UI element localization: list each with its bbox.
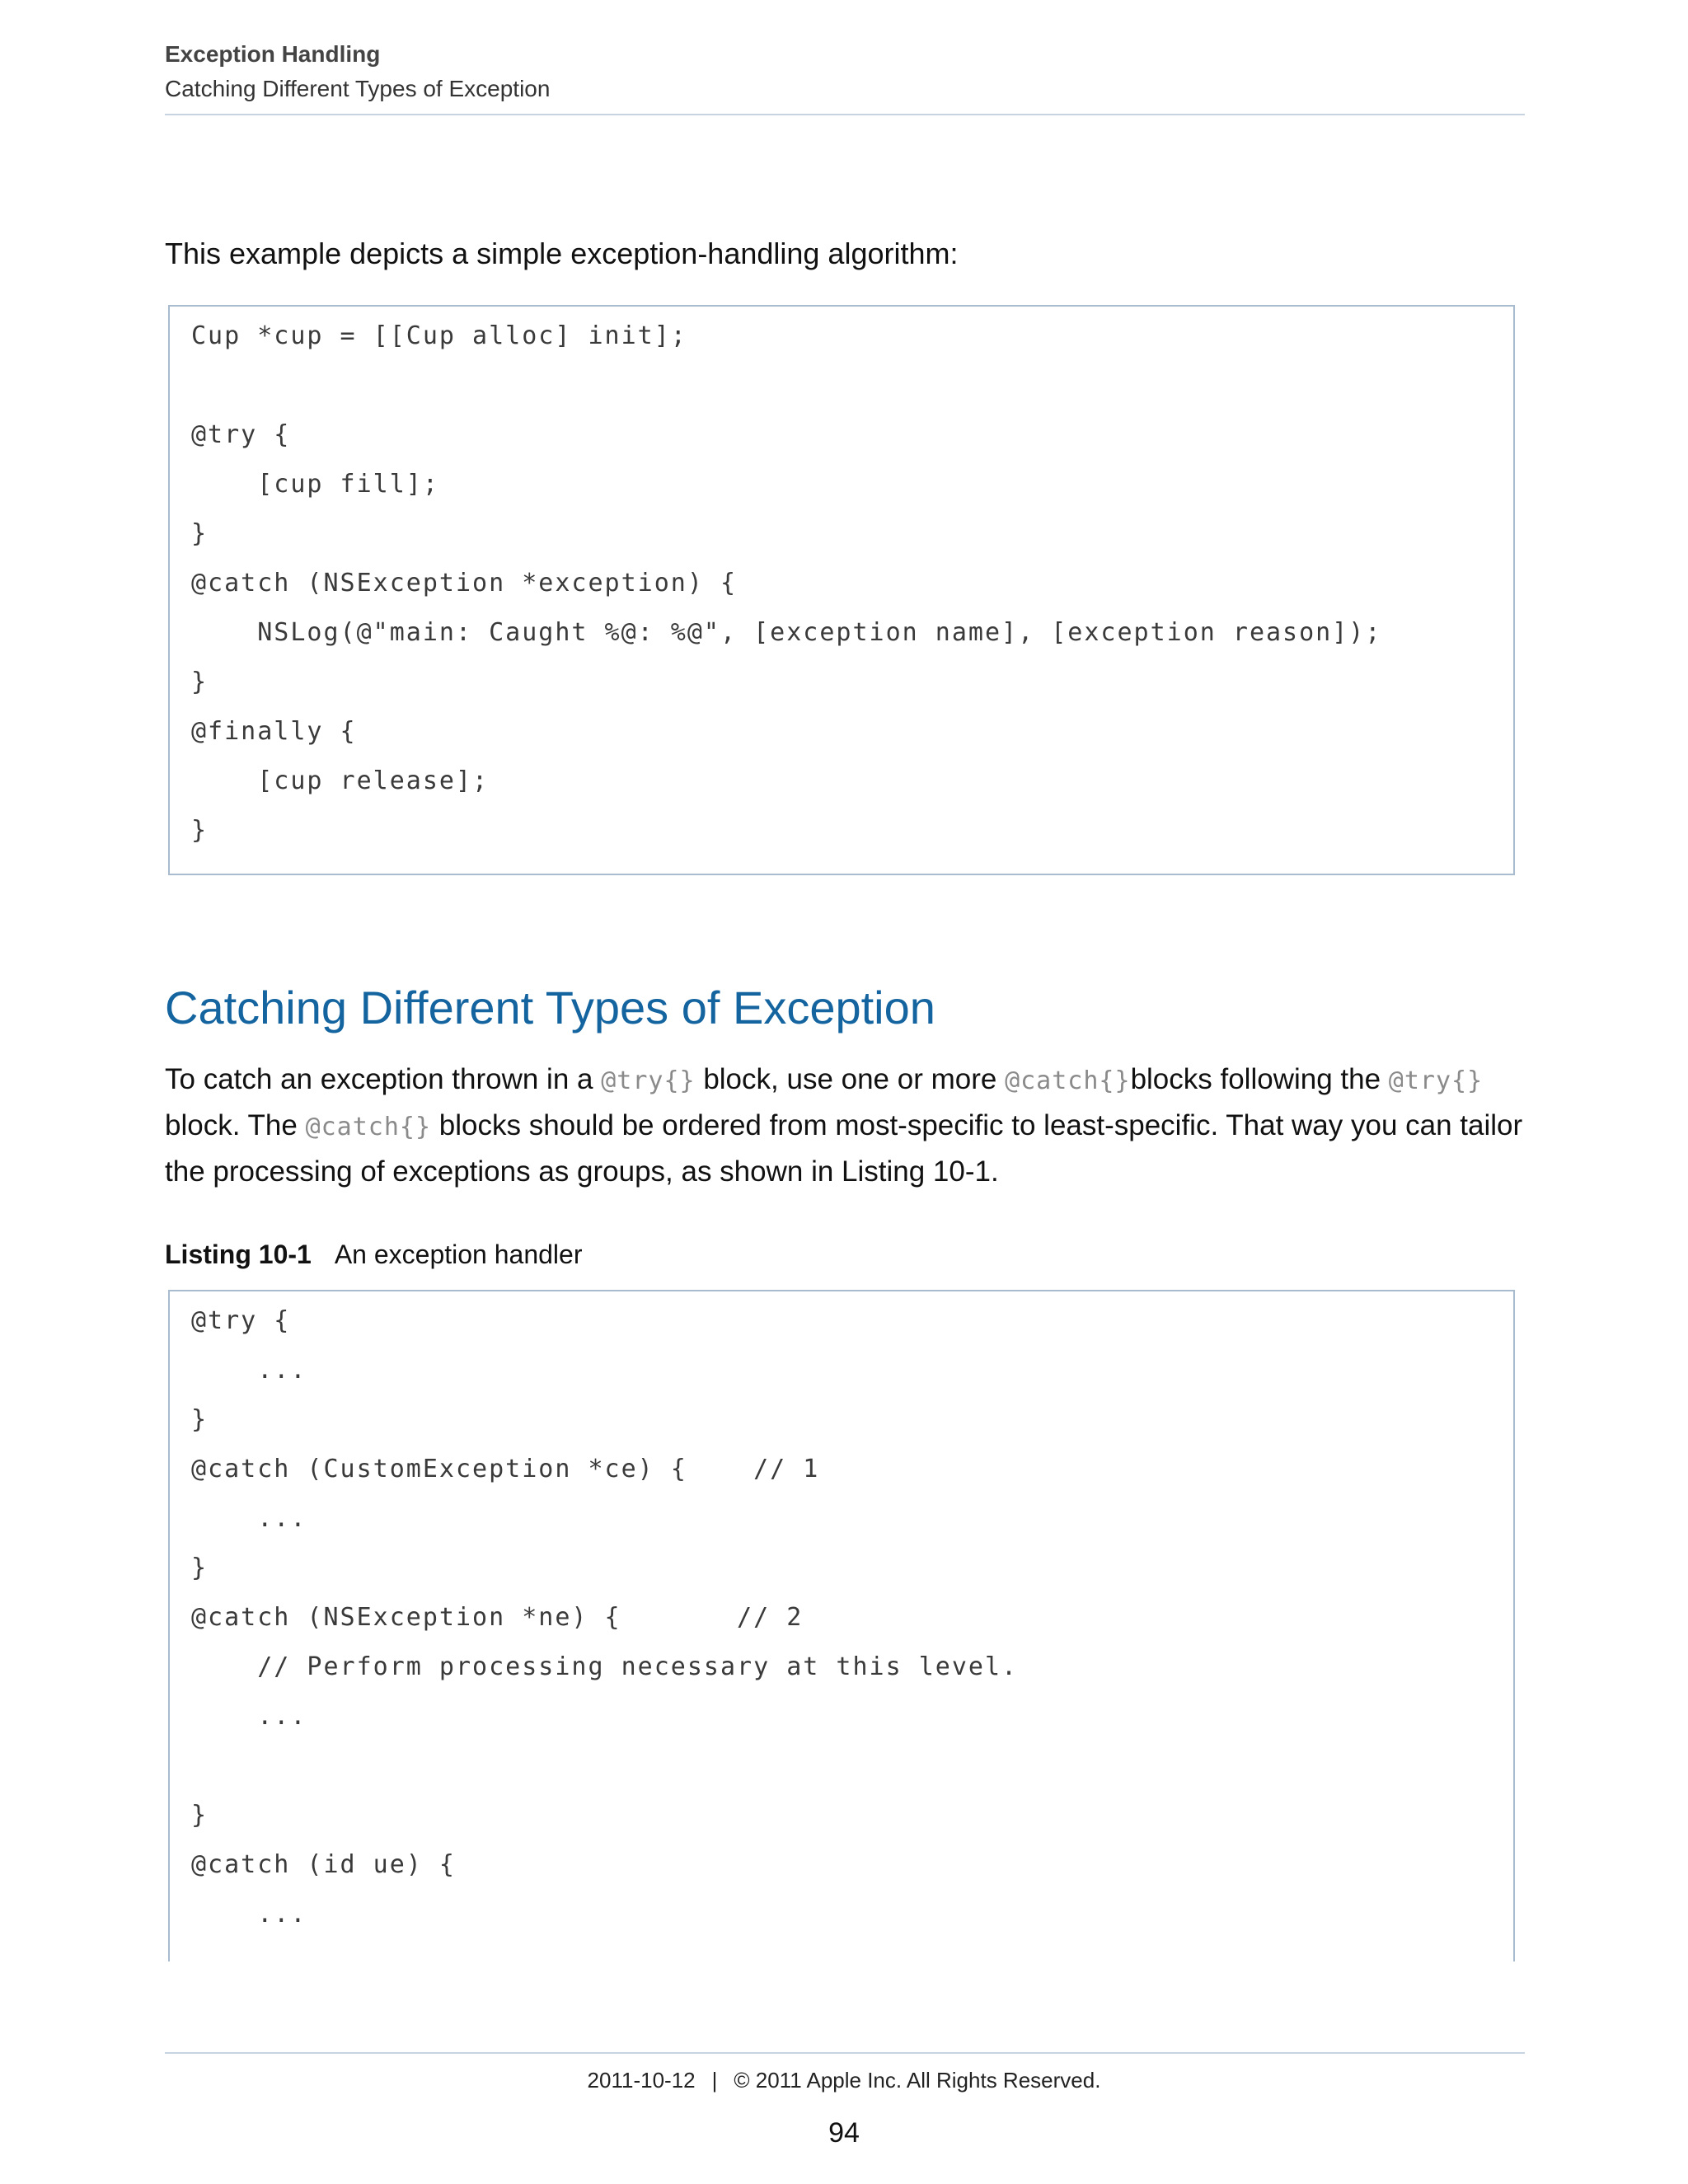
inline-code-catch: @catch{} bbox=[305, 1113, 432, 1141]
code-line: @catch (id ue) { bbox=[191, 1850, 456, 1879]
code-line: } bbox=[191, 519, 209, 548]
code-line: ... bbox=[191, 1702, 307, 1731]
para-text: block. The bbox=[165, 1109, 306, 1141]
running-header bbox=[165, 40, 1525, 105]
footer-copyright: © 2011 Apple Inc. All Rights Reserved. bbox=[734, 2068, 1101, 2093]
code-line: @finally { bbox=[191, 717, 357, 746]
code-line: @catch (NSException *exception) { bbox=[191, 569, 738, 598]
header-chapter-title: Exception Handling bbox=[165, 41, 381, 67]
code-line: @try { bbox=[191, 1306, 291, 1335]
inline-code-catch: @catch{} bbox=[1005, 1066, 1131, 1095]
code-line: } bbox=[191, 1405, 209, 1434]
code-line: // Perform processing necessary at this level. bbox=[191, 1652, 1019, 1681]
listing-caption bbox=[165, 1238, 582, 1271]
code-block-listing bbox=[168, 1290, 1515, 1961]
code-line: @catch (NSException *ne) { // 2 bbox=[191, 1603, 804, 1632]
code-line: ... bbox=[191, 1356, 307, 1385]
inline-code-try: @try{} bbox=[601, 1066, 696, 1095]
code-line: [cup fill]; bbox=[191, 470, 439, 499]
body-paragraph bbox=[165, 1057, 1525, 1194]
code-line: @try { bbox=[191, 420, 291, 449]
para-text: block, use one or more bbox=[695, 1063, 1006, 1095]
code-line: NSLog(@"main: Caught %@: %@", [exception name], [exception reason]); bbox=[191, 618, 1382, 647]
code-line: @catch (CustomException *ce) { // 1 bbox=[191, 1455, 820, 1483]
section-heading: Catching Different Types of Exception bbox=[165, 982, 935, 1033]
para-text: To catch an exception thrown in a bbox=[165, 1063, 602, 1095]
code-line: } bbox=[191, 816, 209, 845]
footer-separator: | bbox=[711, 2068, 718, 2093]
footer bbox=[0, 2065, 1688, 2095]
code-line: ... bbox=[191, 1504, 307, 1533]
inline-code-try: @try{} bbox=[1388, 1066, 1484, 1095]
footer-date: 2011-10-12 bbox=[587, 2068, 696, 2093]
code-line: Cup *cup = [[Cup alloc] init]; bbox=[191, 321, 687, 350]
code-line: [cup release]; bbox=[191, 766, 490, 795]
intro-paragraph: This example depicts a simple exception-handling algorithm: bbox=[165, 237, 959, 270]
para-text: blocks following the bbox=[1130, 1063, 1389, 1095]
header-divider bbox=[165, 114, 1525, 115]
code-block-example bbox=[168, 305, 1515, 875]
code-line: } bbox=[191, 1554, 209, 1582]
page-number: 94 bbox=[828, 2117, 860, 2149]
code-line: } bbox=[191, 1801, 209, 1830]
code-line: } bbox=[191, 668, 209, 696]
footer-divider bbox=[165, 2052, 1525, 2054]
code-line: ... bbox=[191, 1900, 307, 1929]
para-text: blocks should be ordered from most-specific to least-specific. That way you can tailor the processing of exceptions as groups, as shown in Listing 10-1. bbox=[165, 1109, 1523, 1188]
header-section-title: Catching Different Types of Exception bbox=[165, 76, 551, 101]
listing-label: Listing 10-1 bbox=[165, 1240, 312, 1269]
listing-title: An exception handler bbox=[334, 1240, 583, 1269]
